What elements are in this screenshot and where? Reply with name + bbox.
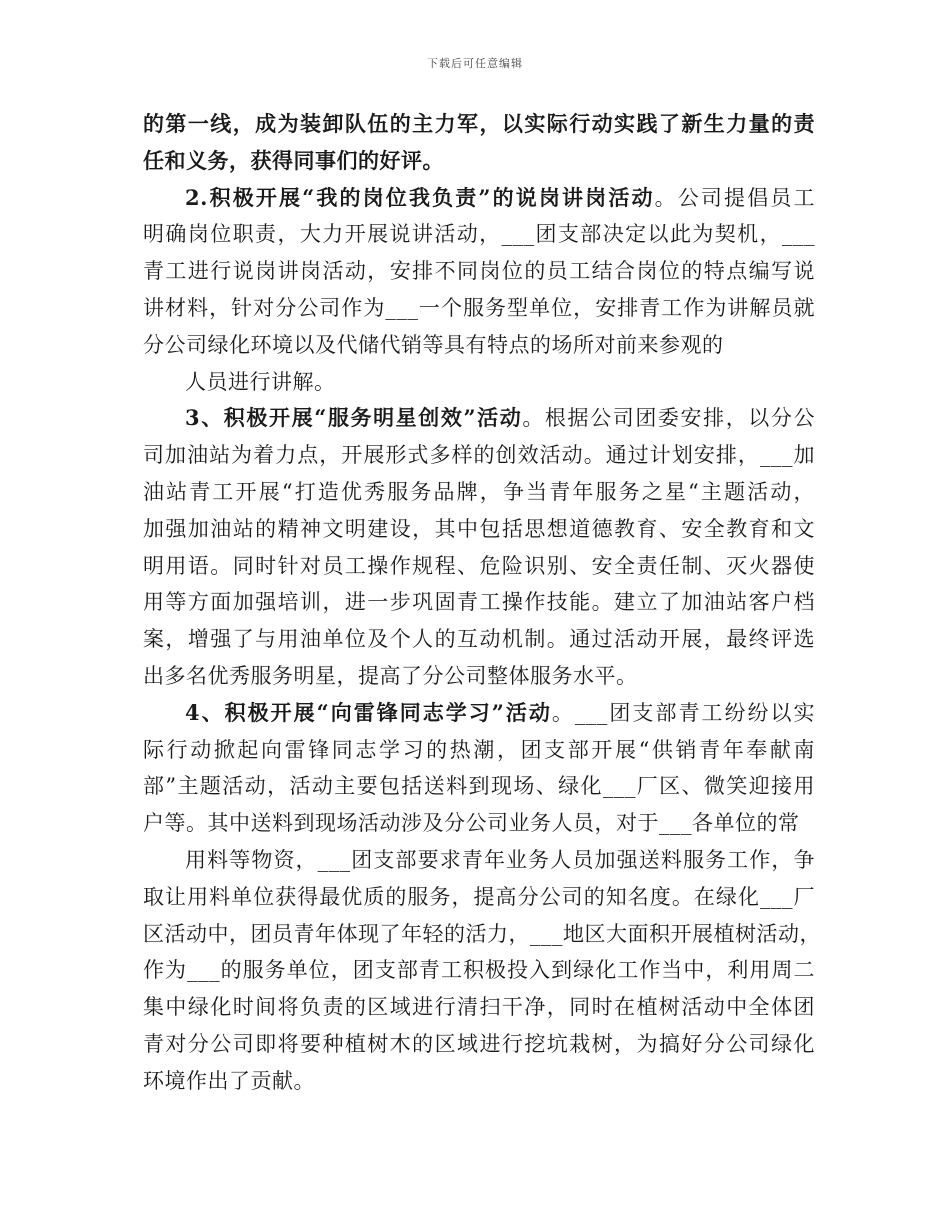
- body-text-run: 明用语。同时针对员工操作规程、危险识别、安全责任制、灭火器使: [143, 553, 815, 578]
- text-line: [143, 400, 815, 437]
- body-text-run: 户等。其中送料到现场活动涉及分公司业务人员，对于___各单位的常: [143, 811, 800, 836]
- body-text-run: 出多名优秀服务明星，提高了分公司整体服务水平。: [143, 663, 638, 688]
- text-line: [143, 1063, 815, 1100]
- body-text-run: 。___团支部青工纷纷以实: [551, 700, 815, 725]
- body-text-run: 用等方面加强培训，进一步巩固青工操作技能。建立了加油站客户档: [143, 590, 815, 615]
- text-line: [143, 143, 815, 180]
- bold-heading-text: 3、积极开展“服务明星创效”活动: [185, 405, 523, 431]
- text-line: [143, 290, 815, 327]
- text-line: [143, 437, 815, 474]
- bold-heading-text: 2.积极开展“我的岗位我负责”的说岗讲岗活动: [185, 184, 655, 210]
- text-line: [143, 879, 815, 916]
- body-text-run: 取让用料单位获得最优质的服务，提高分公司的知名度。在绿化___厂: [143, 884, 815, 909]
- text-line: [143, 732, 815, 769]
- text-line: [143, 621, 815, 658]
- text-line: [143, 474, 815, 511]
- body-text-run: 讲材料，针对分公司作为___一个服务型单位，安排青工作为讲解员就: [143, 295, 815, 320]
- document-body: [143, 106, 821, 1100]
- body-text-run: 人员进行讲解。: [185, 369, 336, 394]
- body-text-run: 青工进行说岗讲岗活动，安排不同岗位的员工结合岗位的特点编写说: [143, 259, 815, 284]
- text-line: [143, 768, 815, 805]
- body-text-run: 明确岗位职责，大力开展说讲活动，___团支部决定以此为契机，___: [143, 222, 815, 247]
- body-text-run: 集中绿化时间将负责的区域进行清扫干净，同时在植树活动中全体团: [143, 995, 815, 1020]
- text-line: [143, 364, 815, 401]
- body-text-run: 案，增强了与用油单位及个人的互动机制。通过活动开展，最终评选: [143, 627, 815, 652]
- text-line: [143, 180, 815, 217]
- text-line: [143, 253, 815, 290]
- body-text-run: 部”主题活动，活动主要包括送料到现场、绿化___厂区、微笑迎接用: [143, 774, 815, 799]
- body-text-run: 。根据公司团委安排，以分公: [522, 406, 815, 431]
- body-text-run: 油站青工开展“打造优秀服务品牌，争当青年服务之星“主题活动，: [143, 479, 815, 504]
- text-line: [143, 805, 815, 842]
- body-text-run: 加强加油站的精神文明建设，其中包括思想道德教育、安全教育和文: [143, 516, 815, 541]
- page-header: 下载后可任意编辑: [427, 57, 523, 70]
- text-line: [143, 216, 815, 253]
- body-text-run: 。公司提倡员工: [654, 185, 815, 210]
- text-line: [143, 1026, 815, 1063]
- bold-heading-text: 任和义务，获得同事们的好评。: [143, 147, 444, 173]
- body-text-run: 司加油站为着力点，开展形式多样的创效活动。通过计划安排，___加: [143, 443, 815, 468]
- text-line: [143, 511, 815, 548]
- body-text-run: 作为___的服务单位，团支部青工积极投入到绿化工作当中，利用周二: [143, 958, 815, 983]
- text-line: [143, 106, 815, 143]
- text-line: [143, 952, 815, 989]
- bold-heading-text: 4、积极开展“向雷锋同志学习”活动: [185, 699, 552, 725]
- text-line: [143, 327, 815, 364]
- text-line: [143, 842, 815, 879]
- text-line: [143, 695, 815, 732]
- text-line: [143, 989, 815, 1026]
- body-text-run: 分公司绿化环境以及代储代销等具有特点的场所对前来参观的: [143, 332, 724, 357]
- text-line: [143, 916, 821, 953]
- body-text-run: 区活动中，团员青年体现了年轻的活力，___地区大面积开展植树活动，: [143, 921, 821, 946]
- body-text-run: 青对分公司即将要种植树木的区域进行挖坑栽树，为搞好分公司绿化: [143, 1031, 815, 1056]
- body-text-run: 环境作出了贡献。: [143, 1068, 315, 1093]
- text-line: [143, 658, 815, 695]
- text-line: [143, 548, 815, 585]
- body-text-run: 用料等物资，___团支部要求青年业务人员加强送料服务工作，争: [185, 847, 815, 872]
- bold-heading-text: 的第一线，成为装卸队伍的主力军，以实际行动实践了新生力量的责: [143, 111, 815, 136]
- text-line: [143, 584, 815, 621]
- body-text-run: 际行动掀起向雷锋同志学习的热潮，团支部开展“供销青年奉献南: [143, 737, 815, 762]
